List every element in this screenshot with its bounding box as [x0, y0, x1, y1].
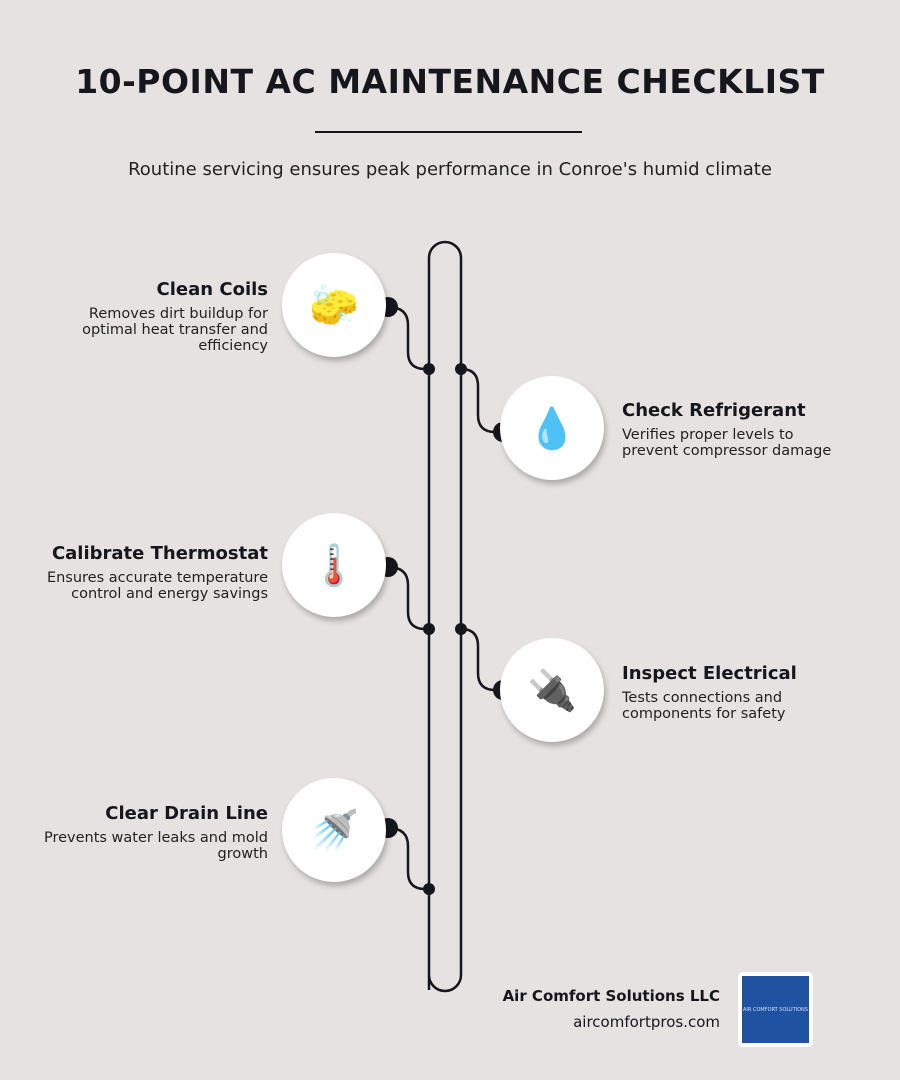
- electric-plug-icon: 🔌: [500, 638, 604, 742]
- checklist-item-clean-coils: [38, 279, 268, 354]
- node-dot: [455, 623, 467, 635]
- connector-1: [388, 307, 429, 369]
- item-description: Ensures accurate temperature control and energy savings: [46, 570, 268, 602]
- page-title: 10-POINT AC MAINTENANCE CHECKLIST: [75, 62, 825, 101]
- water-drop-icon: 💧: [500, 376, 604, 480]
- checklist-item-calibrate-thermostat: [38, 543, 268, 602]
- company-name: Air Comfort Solutions LLC: [502, 987, 720, 1005]
- company-logo: [738, 972, 813, 1047]
- connector-5: [388, 828, 429, 889]
- connector-3: [388, 567, 429, 629]
- logo-text: AIR COMFORT SOLUTIONS: [742, 976, 809, 1043]
- item-title: Clean Coils: [156, 279, 268, 300]
- item-title: Inspect Electrical: [622, 663, 797, 684]
- checklist-item-clear-drain-line: [38, 803, 268, 862]
- node-dot: [423, 623, 435, 635]
- thermometer-icon: 🌡️: [282, 513, 386, 617]
- timeline-loop: [429, 242, 461, 991]
- item-description: Removes dirt buildup for optimal heat transfer and efficiency: [82, 306, 268, 354]
- subtitle: Routine servicing ensures peak performance in Conroe's humid climate: [128, 159, 772, 180]
- connector-2: [461, 369, 503, 432]
- connector-4: [461, 629, 503, 690]
- item-description: Tests connections and components for safety: [622, 690, 786, 722]
- item-title: Clear Drain Line: [105, 803, 268, 824]
- shower-head-icon: 🚿: [282, 778, 386, 882]
- item-description: Verifies proper levels to prevent compressor damage: [622, 427, 832, 459]
- node-dot: [423, 883, 435, 895]
- company-url[interactable]: aircomfortpros.com: [573, 1013, 720, 1031]
- item-title: Calibrate Thermostat: [51, 543, 268, 564]
- checklist-item-inspect-electrical: [622, 663, 852, 722]
- company-info: [503, 987, 720, 1031]
- node-dot: [423, 363, 435, 375]
- item-title: Check Refrigerant: [622, 400, 806, 421]
- node-dot: [455, 363, 467, 375]
- sponge-icon: 🧽: [282, 253, 386, 357]
- checklist-item-check-refrigerant: [622, 400, 852, 459]
- item-description: Prevents water leaks and mold growth: [43, 830, 268, 862]
